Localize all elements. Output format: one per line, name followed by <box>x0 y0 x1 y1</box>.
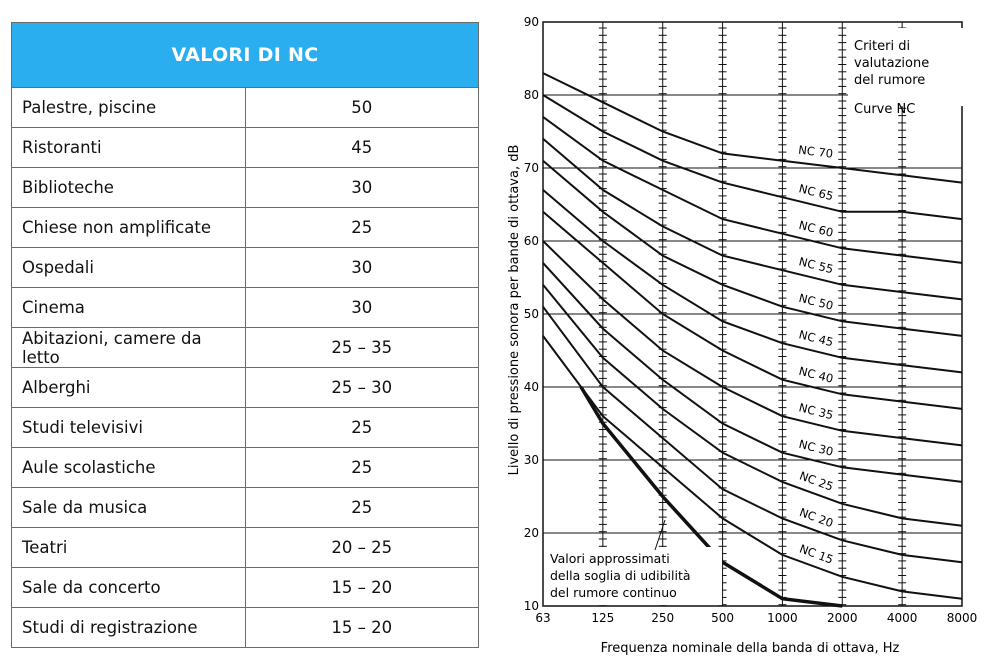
nc-value-cell: 30 <box>245 248 479 288</box>
nc-value-cell: 25 – 30 <box>245 368 479 408</box>
table-title: VALORI DI NC <box>12 23 479 88</box>
table-row <box>12 488 479 528</box>
place-cell: Abitazioni, camere da letto <box>12 328 246 368</box>
nc-curve-line <box>543 161 962 336</box>
place-cell: Palestre, piscine <box>12 88 246 128</box>
place-cell: Ospedali <box>12 248 246 288</box>
nc-curve-label: NC 45 <box>797 327 835 350</box>
table-row <box>12 328 479 368</box>
table-row <box>12 368 479 408</box>
nc-curve-label: NC 70 <box>797 142 834 161</box>
nc-curve-label: NC 60 <box>797 217 835 240</box>
place-cell: Teatri <box>12 528 246 568</box>
x-tick-label: 4000 <box>886 611 918 625</box>
place-cell: Cinema <box>12 288 246 328</box>
nc-value-cell: 30 <box>245 288 479 328</box>
table-row <box>12 128 479 168</box>
nc-value-cell: 45 <box>245 128 479 168</box>
threshold-label-line: del rumore continuo <box>550 585 677 600</box>
place-cell: Chiese non amplificate <box>12 208 246 248</box>
nc-curve-label: NC 25 <box>797 468 836 494</box>
threshold-label-line: della soglia di udibilità <box>550 568 691 583</box>
nc-curve-label: NC 35 <box>797 400 835 423</box>
nc-curve-label: NC 50 <box>797 290 835 313</box>
place-cell: Alberghi <box>12 368 246 408</box>
legend-subtitle: Curve NC <box>854 102 916 117</box>
threshold-label-line: Valori approssimati <box>550 551 670 566</box>
table-body <box>12 88 479 648</box>
nc-curve-line <box>543 307 962 563</box>
x-tick-label: 1000 <box>767 611 798 625</box>
x-tick-label: 500 <box>711 611 735 625</box>
x-tick-label: 2000 <box>827 611 858 625</box>
nc-value-cell: 25 <box>245 488 479 528</box>
table-row <box>12 288 479 328</box>
y-tick-label: 80 <box>523 88 539 102</box>
x-tick-label: 63 <box>535 611 551 625</box>
place-cell: Sale da concerto <box>12 568 246 608</box>
nc-value-cell: 30 <box>245 168 479 208</box>
table-row <box>12 568 479 608</box>
nc-curve-line <box>543 190 962 373</box>
nc-value-cell: 15 – 20 <box>245 608 479 648</box>
y-tick-label: 60 <box>523 234 539 248</box>
nc-curve-label: NC 40 <box>797 363 835 386</box>
legend-title-line-2: valutazione <box>854 56 930 71</box>
nc-value-cell: 15 – 20 <box>245 568 479 608</box>
x-axis-label: Frequenza nominale della banda di ottava, Hz <box>600 641 900 656</box>
x-tick-label: 8000 <box>946 611 978 625</box>
y-tick-label: 20 <box>523 526 539 540</box>
x-tick-label: 250 <box>651 611 675 625</box>
legend-title-line-3: del rumore <box>854 73 926 88</box>
table-row <box>12 528 479 568</box>
place-cell: Studi di registrazione <box>12 608 246 648</box>
table-row <box>12 88 479 128</box>
nc-curve-label: NC 20 <box>797 505 836 531</box>
nc-values-table <box>11 22 479 648</box>
nc-value-cell: 25 <box>245 408 479 448</box>
y-tick-label: 70 <box>523 161 539 175</box>
place-cell: Aule scolastiche <box>12 448 246 488</box>
table-row <box>12 168 479 208</box>
nc-curves-chart <box>490 0 985 671</box>
place-cell: Studi televisivi <box>12 408 246 448</box>
y-tick-label: 30 <box>523 453 539 467</box>
y-tick-label: 40 <box>523 380 539 394</box>
x-tick-label: 125 <box>591 611 615 625</box>
table-row <box>12 408 479 448</box>
nc-curve-line <box>543 285 962 526</box>
table-row <box>12 208 479 248</box>
place-cell: Biblioteche <box>12 168 246 208</box>
place-cell: Ristoranti <box>12 128 246 168</box>
place-cell: Sale da musica <box>12 488 246 528</box>
y-axis-label: Livello di pressione sonora per bande di ottava, dB <box>507 144 522 476</box>
table-header-row <box>12 23 479 88</box>
nc-curve-label: NC 55 <box>797 254 835 277</box>
table-row <box>12 448 479 488</box>
table-row <box>12 248 479 288</box>
nc-curve-label: NC 65 <box>797 181 835 204</box>
nc-value-cell: 20 – 25 <box>245 528 479 568</box>
legend-box <box>848 28 967 117</box>
nc-curve-label: NC 15 <box>797 541 836 567</box>
nc-curve-label: NC 30 <box>797 436 835 459</box>
y-tick-label: 90 <box>523 15 539 29</box>
y-tick-label: 10 <box>523 599 539 613</box>
nc-value-cell: 25 <box>245 448 479 488</box>
table-row <box>12 608 479 648</box>
nc-value-cell: 50 <box>245 88 479 128</box>
nc-value-cell: 25 – 35 <box>245 328 479 368</box>
nc-value-cell: 25 <box>245 208 479 248</box>
legend-title-line-1: Criteri di <box>854 39 911 54</box>
y-tick-label: 50 <box>523 307 539 321</box>
